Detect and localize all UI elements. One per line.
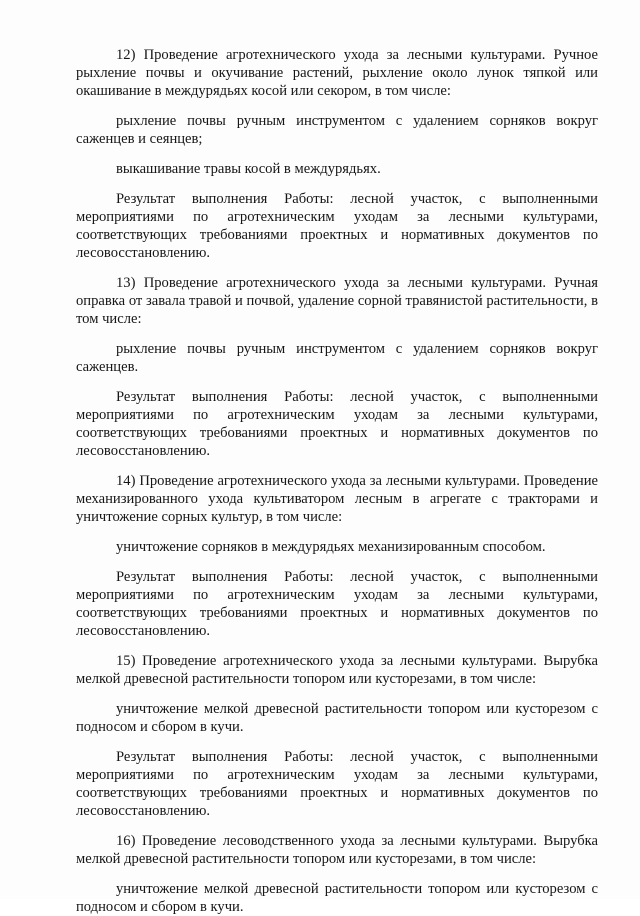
paragraph-item-12: 12) Проведение агротехнического ухода за лесными культурами. Ручное рыхление почвы и окучивание растений, рыхление около лунок тяпкой или окашивание в междурядьях косой или секором, в том числе: <box>76 47 598 99</box>
paragraph-subitem: рыхление почвы ручным инструментом с удалением сорняков вокруг саженцев и сеянцев; <box>76 113 598 147</box>
paragraph-result: Результат выполнения Работы: лесной участок, с выполненными мероприятиями по агротехническим уходам за лесными культурами, соответствующих требованиями проектных и нормативных документов по лесовосстановлению. <box>76 191 598 261</box>
paragraph-result: Результат выполнения Работы: лесной участок, с выполненными мероприятиями по агротехническим уходам за лесными культурами, соответствующих требованиями проектных и нормативных документов по лесовосстановлению. <box>76 749 598 819</box>
paragraph-item-14: 14) Проведение агротехнического ухода за лесными культурами. Проведение механизированного ухода культиватором лесным в агрегате с тракторами и уничтожение сорных культур, в том числе: <box>76 473 598 525</box>
paragraph-subitem: уничтожение сорняков в междурядьях механизированным способом. <box>116 539 546 555</box>
paragraph-subitem: уничтожение мелкой древесной растительности топором или кусторезом с подносом и сбором в кучи. <box>76 881 598 915</box>
paragraph-result: Результат выполнения Работы: лесной участок, с выполненными мероприятиями по агротехническим уходам за лесными культурами, соответствующих требованиями проектных и нормативных документов по лесовосстановлению. <box>76 569 598 639</box>
paragraph-item-16: 16) Проведение лесоводственного ухода за лесными культурами. Вырубка мелкой древесной растительности топором или кусторезами, в том числе: <box>76 833 598 867</box>
paragraph-item-15: 15) Проведение агротехнического ухода за лесными культурами. Вырубка мелкой древесной растительности топором или кусторезами, в том числе: <box>76 653 598 687</box>
paragraph-subitem: выкашивание травы косой в междурядьях. <box>116 161 381 177</box>
paragraph-subitem: рыхление почвы ручным инструментом с удалением сорняков вокруг саженцев. <box>76 341 598 375</box>
paragraph-item-13: 13) Проведение агротехнического ухода за лесными культурами. Ручная оправка от завала травой и почвой, удаление сорной травянистой растительности, в том числе: <box>76 275 598 327</box>
paragraph-result: Результат выполнения Работы: лесной участок, с выполненными мероприятиями по агротехническим уходам за лесными культурами, соответствующих требованиями проектных и нормативных документов по лесовосстановлению. <box>76 389 598 459</box>
paragraph-subitem: уничтожение мелкой древесной растительности топором или кусторезом с подносом и сбором в кучи. <box>76 701 598 735</box>
document-body <box>76 46 598 916</box>
